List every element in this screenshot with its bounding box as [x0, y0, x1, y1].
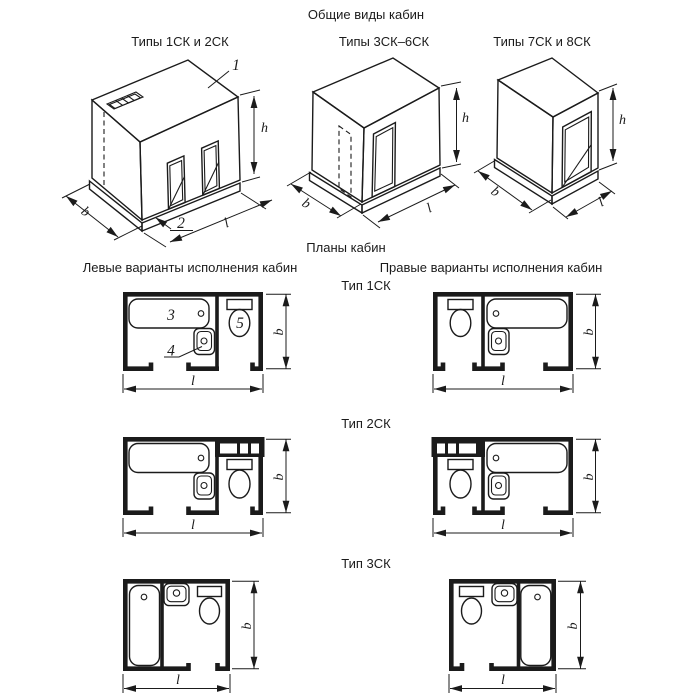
- dim-h-label: h: [619, 113, 626, 128]
- bath-drain: [198, 311, 204, 317]
- toilet-bowl: [229, 470, 250, 498]
- type-1sk-label: Тип 1СК: [341, 278, 391, 293]
- washbasin-callout: [164, 343, 202, 360]
- toilet-tank: [448, 460, 473, 470]
- toilet-bowl: [450, 310, 471, 337]
- dimension-b: [62, 184, 142, 240]
- dim-l-label: l: [222, 216, 232, 232]
- toilet-tank: [198, 587, 222, 597]
- toilet-callout-number: 5: [236, 315, 244, 332]
- dim-l-label: l: [596, 195, 607, 211]
- outer-walls: [125, 294, 260, 371]
- outer-walls: [435, 294, 570, 371]
- side-door-hidden: [339, 126, 351, 197]
- toilet-tank: [227, 460, 252, 470]
- bathtub: [487, 299, 567, 328]
- dimension-b: [232, 581, 259, 668]
- dimension-h: [441, 82, 469, 168]
- washbasin-callout-number: 4: [167, 342, 175, 360]
- plan-1sk-left: [123, 294, 291, 393]
- door-right: [202, 141, 220, 195]
- dim-b-label: b: [566, 622, 581, 630]
- dim-l-label: l: [176, 673, 180, 688]
- dimension-h: [599, 84, 626, 170]
- dimension-b: [266, 294, 291, 368]
- callout-1-number: 1: [232, 57, 240, 74]
- toilet: [448, 460, 473, 499]
- front-door: [562, 112, 591, 188]
- toilet: [460, 587, 484, 625]
- dim-b-label: b: [298, 195, 313, 213]
- vent-block: [432, 437, 486, 457]
- dim-l-label: l: [191, 518, 195, 533]
- bath-drain: [493, 455, 499, 461]
- toilet-tank: [227, 300, 252, 310]
- dim-l-label: l: [424, 201, 435, 217]
- cabin-body: [90, 60, 241, 231]
- dim-b-label: b: [582, 473, 597, 481]
- callout-2-number: 2: [177, 215, 185, 232]
- dim-b-label: b: [272, 473, 287, 481]
- dim-b-label: b: [77, 204, 93, 221]
- bath-drain: [535, 594, 541, 600]
- iso-view-types-7sk-8sk: [474, 58, 626, 219]
- toilet-bowl: [450, 470, 471, 498]
- dimension-h: [240, 90, 268, 182]
- roof-vent: [107, 92, 143, 109]
- dimension-b: [576, 294, 601, 368]
- bath-drain: [493, 311, 499, 317]
- dimension-b: [266, 439, 291, 512]
- outer-walls: [125, 581, 227, 671]
- bathtub: [129, 444, 209, 473]
- bath-drain: [141, 594, 147, 600]
- toilet-tank: [460, 587, 484, 597]
- plan-3sk-left: [123, 581, 259, 693]
- washbasin: [164, 584, 189, 606]
- washbasin: [489, 329, 510, 355]
- dim-b-label: b: [240, 622, 255, 630]
- bath-callout-number: 3: [167, 307, 175, 324]
- toilet: [448, 300, 473, 337]
- washbasin: [492, 584, 517, 606]
- iso-view-types-1sk-2sk: [62, 57, 272, 247]
- cabin-body: [495, 58, 599, 204]
- washbasin: [489, 473, 510, 499]
- type-3sk-label: Тип 3СК: [341, 556, 391, 571]
- dim-h-label: h: [261, 121, 268, 136]
- toilet-bowl: [462, 598, 482, 624]
- plan-2sk-left: [123, 437, 291, 537]
- plan-3sk-right: [449, 581, 586, 693]
- dimension-l: [144, 193, 272, 247]
- vent-block: [215, 437, 265, 457]
- plans-title: Планы кабин: [306, 240, 386, 255]
- callout-roof: [208, 57, 240, 88]
- dim-l-label: l: [501, 518, 505, 533]
- plan-1sk-right: [433, 294, 601, 393]
- plan-2sk-right: [432, 437, 602, 537]
- dimension-l: [433, 374, 573, 393]
- bathtub: [130, 586, 160, 666]
- dim-b-label: b: [272, 328, 287, 336]
- door-left: [167, 156, 185, 209]
- left-variants-header: Левые варианты исполнения кабин: [82, 260, 298, 275]
- dimension-l: [433, 518, 573, 537]
- washbasin: [194, 473, 215, 499]
- iso-view-types-3sk-6sk: [287, 58, 469, 228]
- dimension-l: [123, 374, 263, 393]
- right-variants-header: Правые варианты исполнения кабин: [379, 260, 603, 275]
- toilet: [198, 587, 222, 625]
- toilet-bowl: [200, 598, 220, 624]
- front-door: [372, 123, 395, 198]
- dim-l-label: l: [191, 374, 195, 389]
- dimension-b: [558, 581, 586, 668]
- iso-label-types-7sk-8sk: Типы 7СК и 8СК: [493, 34, 591, 49]
- toilet-tank: [448, 300, 473, 310]
- door-jambs: [189, 663, 218, 671]
- dim-l-label: l: [501, 374, 505, 389]
- dimension-l: [123, 673, 230, 693]
- dim-b-label: b: [487, 184, 503, 201]
- iso-label-types-3sk-6sk: Типы 3СК–6СК: [338, 34, 430, 49]
- bath-drain: [198, 455, 204, 461]
- type-2sk-label: Тип 2СК: [341, 416, 391, 431]
- dim-b-label: b: [582, 328, 597, 336]
- dim-h-label: h: [462, 111, 469, 126]
- bathtub: [521, 586, 551, 666]
- dimension-b: [576, 439, 601, 512]
- toilet: [227, 460, 252, 499]
- dimension-l: [123, 518, 263, 537]
- dimension-l: [449, 673, 556, 693]
- iso-label-types-1sk-2sk: Типы 1СК и 2СК: [131, 34, 229, 49]
- door-jambs: [462, 663, 492, 671]
- washbasin: [194, 329, 215, 355]
- general-views-title: Общие виды кабин: [307, 7, 425, 22]
- dim-l-label: l: [501, 673, 505, 688]
- bathtub: [487, 444, 567, 473]
